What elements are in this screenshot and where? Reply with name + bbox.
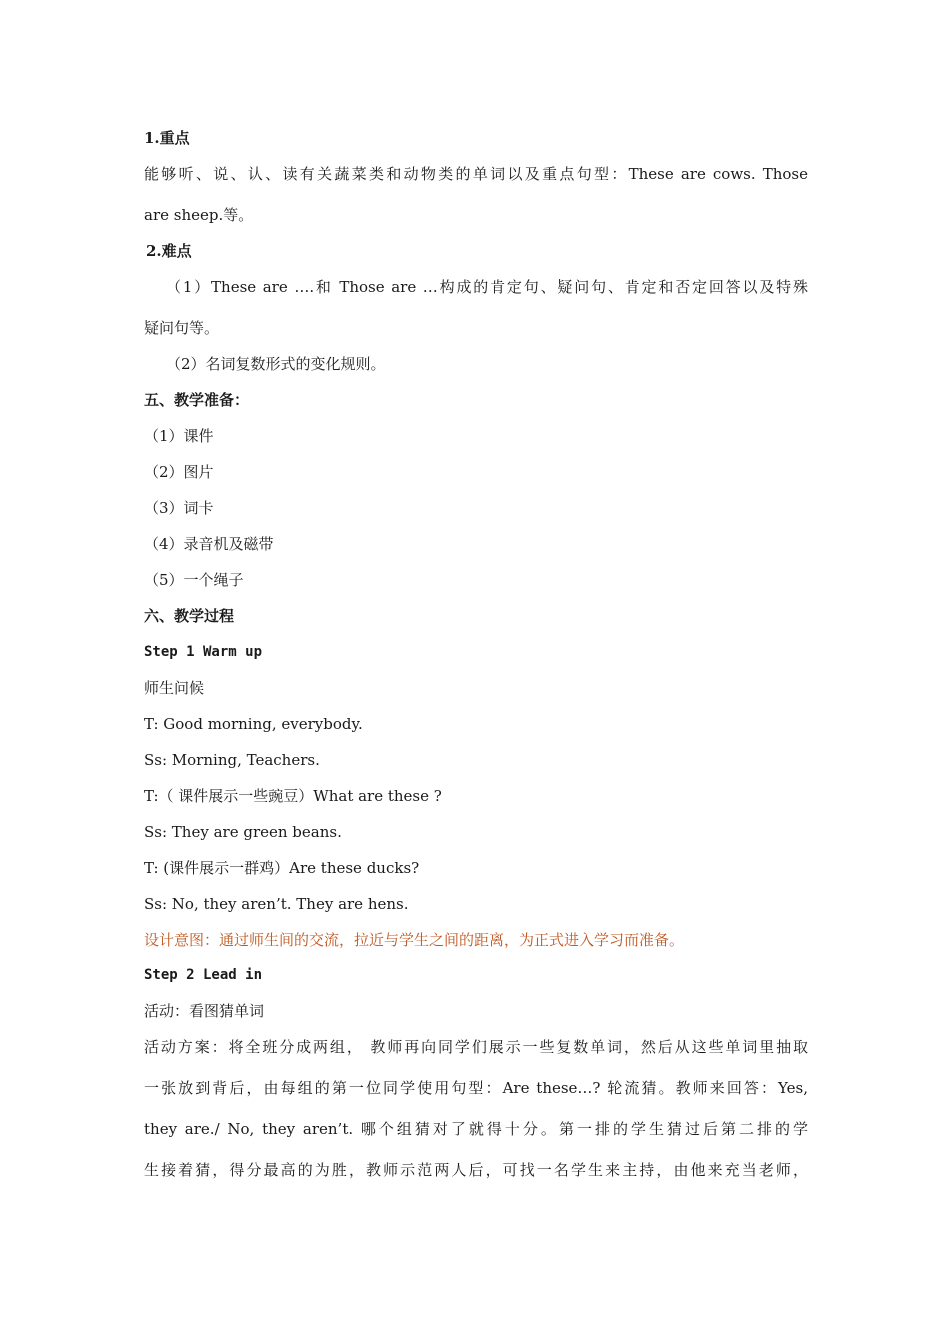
difficulty-item-1-line-2: 疑问句等。 bbox=[144, 319, 220, 337]
step-1-heading: Step 1 Warm up bbox=[144, 644, 263, 660]
step-1-line: Ss: They are green beans. bbox=[144, 823, 342, 841]
step-1-line: T: Good morning, everybody. bbox=[144, 715, 363, 733]
difficulty-item-1-line-1: （1）These are ….和 Those are …构成的肯定句、疑问句、肯定和否定回答以及特殊 bbox=[166, 278, 808, 296]
step-2-plan-line-4: 生接着猜，得分最高的为胜，教师示范两人后，可找一名学生来主持，由他来充当老师， bbox=[144, 1161, 808, 1179]
step-1-line: T:（ 课件展示一些豌豆）What are these ? bbox=[144, 787, 442, 805]
section-heading-difficulties: 2.难点 bbox=[146, 242, 192, 260]
section-heading-key-points: 1.重点 bbox=[144, 129, 190, 147]
step-2-plan-line-2: 一张放到背后，由每组的第一位同学使用句型：Are these…? 轮流猜。教师来回答：Yes, bbox=[144, 1079, 808, 1097]
section-heading-teaching-process: 六、教学过程 bbox=[144, 607, 235, 625]
step-1-line: Ss: No, they aren’t. They are hens. bbox=[144, 895, 409, 913]
preparation-item: （2）图片 bbox=[144, 463, 214, 481]
step-1-line: T: (课件展示一群鸡）Are these ducks? bbox=[144, 859, 420, 877]
key-points-line-2: are sheep.等。 bbox=[144, 206, 254, 224]
difficulty-item-2: （2）名词复数形式的变化规则。 bbox=[166, 355, 386, 373]
step-2-plan-line-1: 活动方案：将全班分成两组， 教师再向同学们展示一些复数单词，然后从这些单词里抽取 bbox=[144, 1038, 808, 1056]
preparation-item: （3）词卡 bbox=[144, 499, 214, 517]
preparation-item: （5）一个绳子 bbox=[144, 571, 244, 589]
preparation-item: （4）录音机及磁带 bbox=[144, 535, 274, 553]
step-1-line: 师生问候 bbox=[144, 679, 205, 697]
key-points-line-1: 能够听、说、认、读有关蔬菜类和动物类的单词以及重点句型：These are cows. Those bbox=[144, 165, 808, 183]
step-2-activity: 活动：看图猜单词 bbox=[144, 1002, 265, 1020]
step-2-plan-line-3: they are./ No, they aren’t. 哪个组猜对了就得十分。第一排的学生猜过后第二排的学 bbox=[144, 1120, 808, 1138]
step-1-design-note: 设计意图：通过师生间的交流，拉近与学生之间的距离，为正式进入学习而准备。 bbox=[144, 931, 685, 949]
preparation-item: （1）课件 bbox=[144, 427, 214, 445]
step-2-heading: Step 2 Lead in bbox=[144, 967, 263, 983]
section-heading-preparation: 五、教学准备： bbox=[144, 391, 250, 409]
step-1-line: Ss: Morning, Teachers. bbox=[144, 751, 320, 769]
